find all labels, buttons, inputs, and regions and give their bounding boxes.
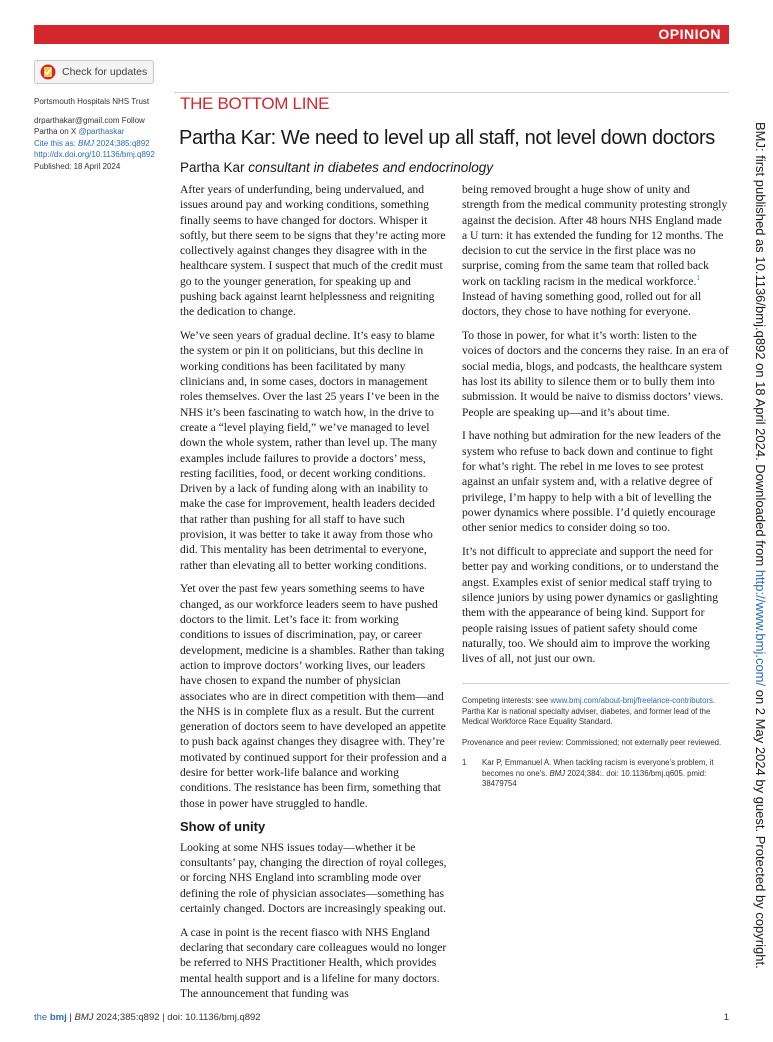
footer-citation: 2024;385:q892 | doi: 10.1136/bmj.q892 xyxy=(93,1012,261,1023)
reference-marker[interactable]: 1 xyxy=(696,273,700,282)
check-for-updates-label: Check for updates xyxy=(62,66,148,78)
body-paragraph: We’ve seen years of gradual decline. It’s easy to blame the system or pin it on politicians, but this decline in working conditions has been facilitated by many clinicians and, in some cases, doctors in management roles themselves. Over the last 25 years I’ve been in the NHS it’s been fascinating to watch how, in the drive to create a “level playing field,” we’ve managed to level down the whole system, rather than level up. The many examples include failures to provide a doctors’ mess, resting facilities, food, or decent working conditions. Driven by a lack of funding along with an inability to make the case for improvement, health leaders decided that rather than pushing for all staff to have such provision, it was better to take it away from those who did. This mentality has been detrimental to everyone, rather than elevating all to better working conditions. xyxy=(180,329,440,572)
cite-prefix: Cite this as: xyxy=(34,138,79,148)
section-subheading: Show of unity xyxy=(180,819,266,835)
author-contact xyxy=(34,115,166,138)
header-divider xyxy=(174,92,729,93)
article-column-right xyxy=(462,182,729,675)
body-paragraph: Looking at some NHS issues today—whether it be consultants’ pay, changing the direction of royal colleges, or forcing NHS England into scrambling mode over defining the role of physician associates—something has certainly changed. Doctors are increasingly speaking out. xyxy=(180,840,447,915)
footer-brand-bmj: bmj xyxy=(49,1012,67,1023)
reference-number: 1 xyxy=(462,758,467,767)
check-for-updates-button[interactable] xyxy=(34,60,154,84)
notes-divider xyxy=(462,683,729,684)
body-paragraph: A case in point is the recent fiasco with NHS England declaring that secondary care colleagues would no longer be referred to NHS Practitioner Health, which provides mental health support and is a lifeline for many doctors. The announcement that funding was xyxy=(180,925,447,1000)
page-number: 1 xyxy=(723,1012,729,1023)
byline xyxy=(180,160,493,175)
article-column-left xyxy=(180,182,448,1010)
footer-journal: BMJ xyxy=(74,1012,94,1023)
body-text: Instead of having something good, rolled out for all doctors, they chose to have nothing for everyone. xyxy=(462,290,702,319)
reference-item xyxy=(462,758,729,790)
margin-note-text-a: BMJ: first published as 10.1136/bmj.q892 on 18 April 2024. Downloaded from xyxy=(753,122,768,570)
competing-interests-link[interactable]: www.bmj.com/about-bmj/freelance-contributors xyxy=(550,696,713,705)
published-date: Published: 18 April 2024 xyxy=(34,161,121,171)
body-paragraph: I have nothing but admiration for the new leaders of the system who refuse to back down and continue to fight for what’s right. The rebel in me loves to see protest against an unfair system and, with a relative degree of privilege, I’m happy to help with a bit of levelling the power dynamics where possible. I’d quietly encourage other senior medics to consider doing so too. xyxy=(462,429,721,535)
author-role: consultant in diabetes and endocrinology xyxy=(244,160,493,175)
competing-prefix: Competing interests: see xyxy=(462,696,551,705)
provenance-note: Provenance and peer review: Commissioned; not externally peer reviewed. xyxy=(462,737,722,747)
section-label: THE BOTTOM LINE xyxy=(180,94,330,113)
crossmark-icon xyxy=(40,64,56,80)
body-text: being removed brought a huge show of unity and strength from the medical community protesting strongly against the decision. After 48 hours NHS England made a U turn: it has extended the funding for 12 months. The decision to cut the service in the first place was no surprise, coming from the same team that rolled back work on tackling racism in the medical workforce. xyxy=(462,183,728,288)
copyright-margin-note xyxy=(753,122,768,969)
reference-text-a: Kar P, Emmanuel A. When tackling racism is everyone’s problem, it becomes no one’s. xyxy=(482,758,714,778)
section-banner xyxy=(34,25,729,44)
author-contact-text: drparthakar@gmail.com Follow Partha on X xyxy=(34,115,145,136)
reference-journal: BMJ xyxy=(549,768,566,778)
footer-separator: | xyxy=(66,1012,75,1023)
competing-interests xyxy=(462,696,729,728)
reference-text-b: 2024;384:. doi: 10.1136/bmj.q605. pmid: 38479754 xyxy=(482,768,707,788)
margin-note-link[interactable]: http://www.bmj.com/ xyxy=(753,569,768,687)
article-metadata xyxy=(34,96,166,172)
cite-journal: BMJ xyxy=(78,138,95,148)
reference-text xyxy=(482,758,729,790)
body-paragraph: To those in power, for what it’s worth: listen to the voices of doctors and the concerns they raise. In an era of social media, blogs, and podcasts, the healthcare system has lost its ability to silence them or to bully them into submission. It would be naive to dismiss doctors’ views. People are speaking up—and it’s about time. xyxy=(462,329,729,419)
article-title: Partha Kar: We need to level up all staff, not level down doctors xyxy=(179,127,715,149)
article-notes xyxy=(462,683,729,790)
author-name: Partha Kar xyxy=(180,160,245,175)
body-paragraph xyxy=(462,182,729,320)
page-footer xyxy=(34,1012,729,1023)
footer-brand-the: the xyxy=(34,1012,50,1023)
cite-ref: 2024;385:q892 xyxy=(94,138,150,148)
competing-suffix: . Partha Kar is national specialty adviser, diabetes, and former lead of the Medical Workforce Race Equality Standard. xyxy=(462,696,716,726)
margin-note-text-b: on 2 May 2024 by guest. Protected by copyright. xyxy=(753,686,768,969)
author-affiliation: Portsmouth Hospitals NHS Trust xyxy=(34,97,150,106)
author-social-handle[interactable]: @parthaskar xyxy=(78,127,125,136)
body-paragraph: After years of underfunding, being undervalued, and issues around pay and working conditions, something finally seems to have changed for doctors. Whisper it softly, but there seem to be signs that they’re acting more collectively against changes they disagree with in the healthcare system. I suspect that much of the credit must go to the younger generation, for speaking up and pushing back against learnt helplessness and reigniting the dedication to change. xyxy=(180,183,446,319)
section-banner-label: OPINION xyxy=(658,26,721,42)
citation-line xyxy=(34,138,166,150)
body-paragraph: It’s not difficult to appreciate and support the need for better pay and working conditions, or to understand the angst. Examples exist of senior medical staff trying to silence juniors by using power dynamics or gaslighting them with the appearance of being kind. Support for people raising issues of patient safety should come naturally, too. We should aim to improve the working lives of all, not just our own. xyxy=(462,545,719,666)
body-paragraph: Yet over the past few years something seems to have changed, as our workforce leaders seem to have pushed doctors to the limit. Let’s face it: from working conditions to issues of discrimination, pay, or career development, medicine is a shambles. Rather than taking action to improve doctors’ working lives, our leaders have chosen to expand the number of physician associates who are in direct competition with them—and the NHS is in complete flux as a result. But the current generation of doctors seem to have developed an appetite to push back against changes they disagree with. They’re motivated by continued support for their profession and a desire for better work-life balance and working conditions. The resistance has been firm, something that those in power have struggled to handle. xyxy=(180,582,447,810)
doi-link[interactable]: http://dx.doi.org/10.1136/bmj.q892 xyxy=(34,150,155,159)
